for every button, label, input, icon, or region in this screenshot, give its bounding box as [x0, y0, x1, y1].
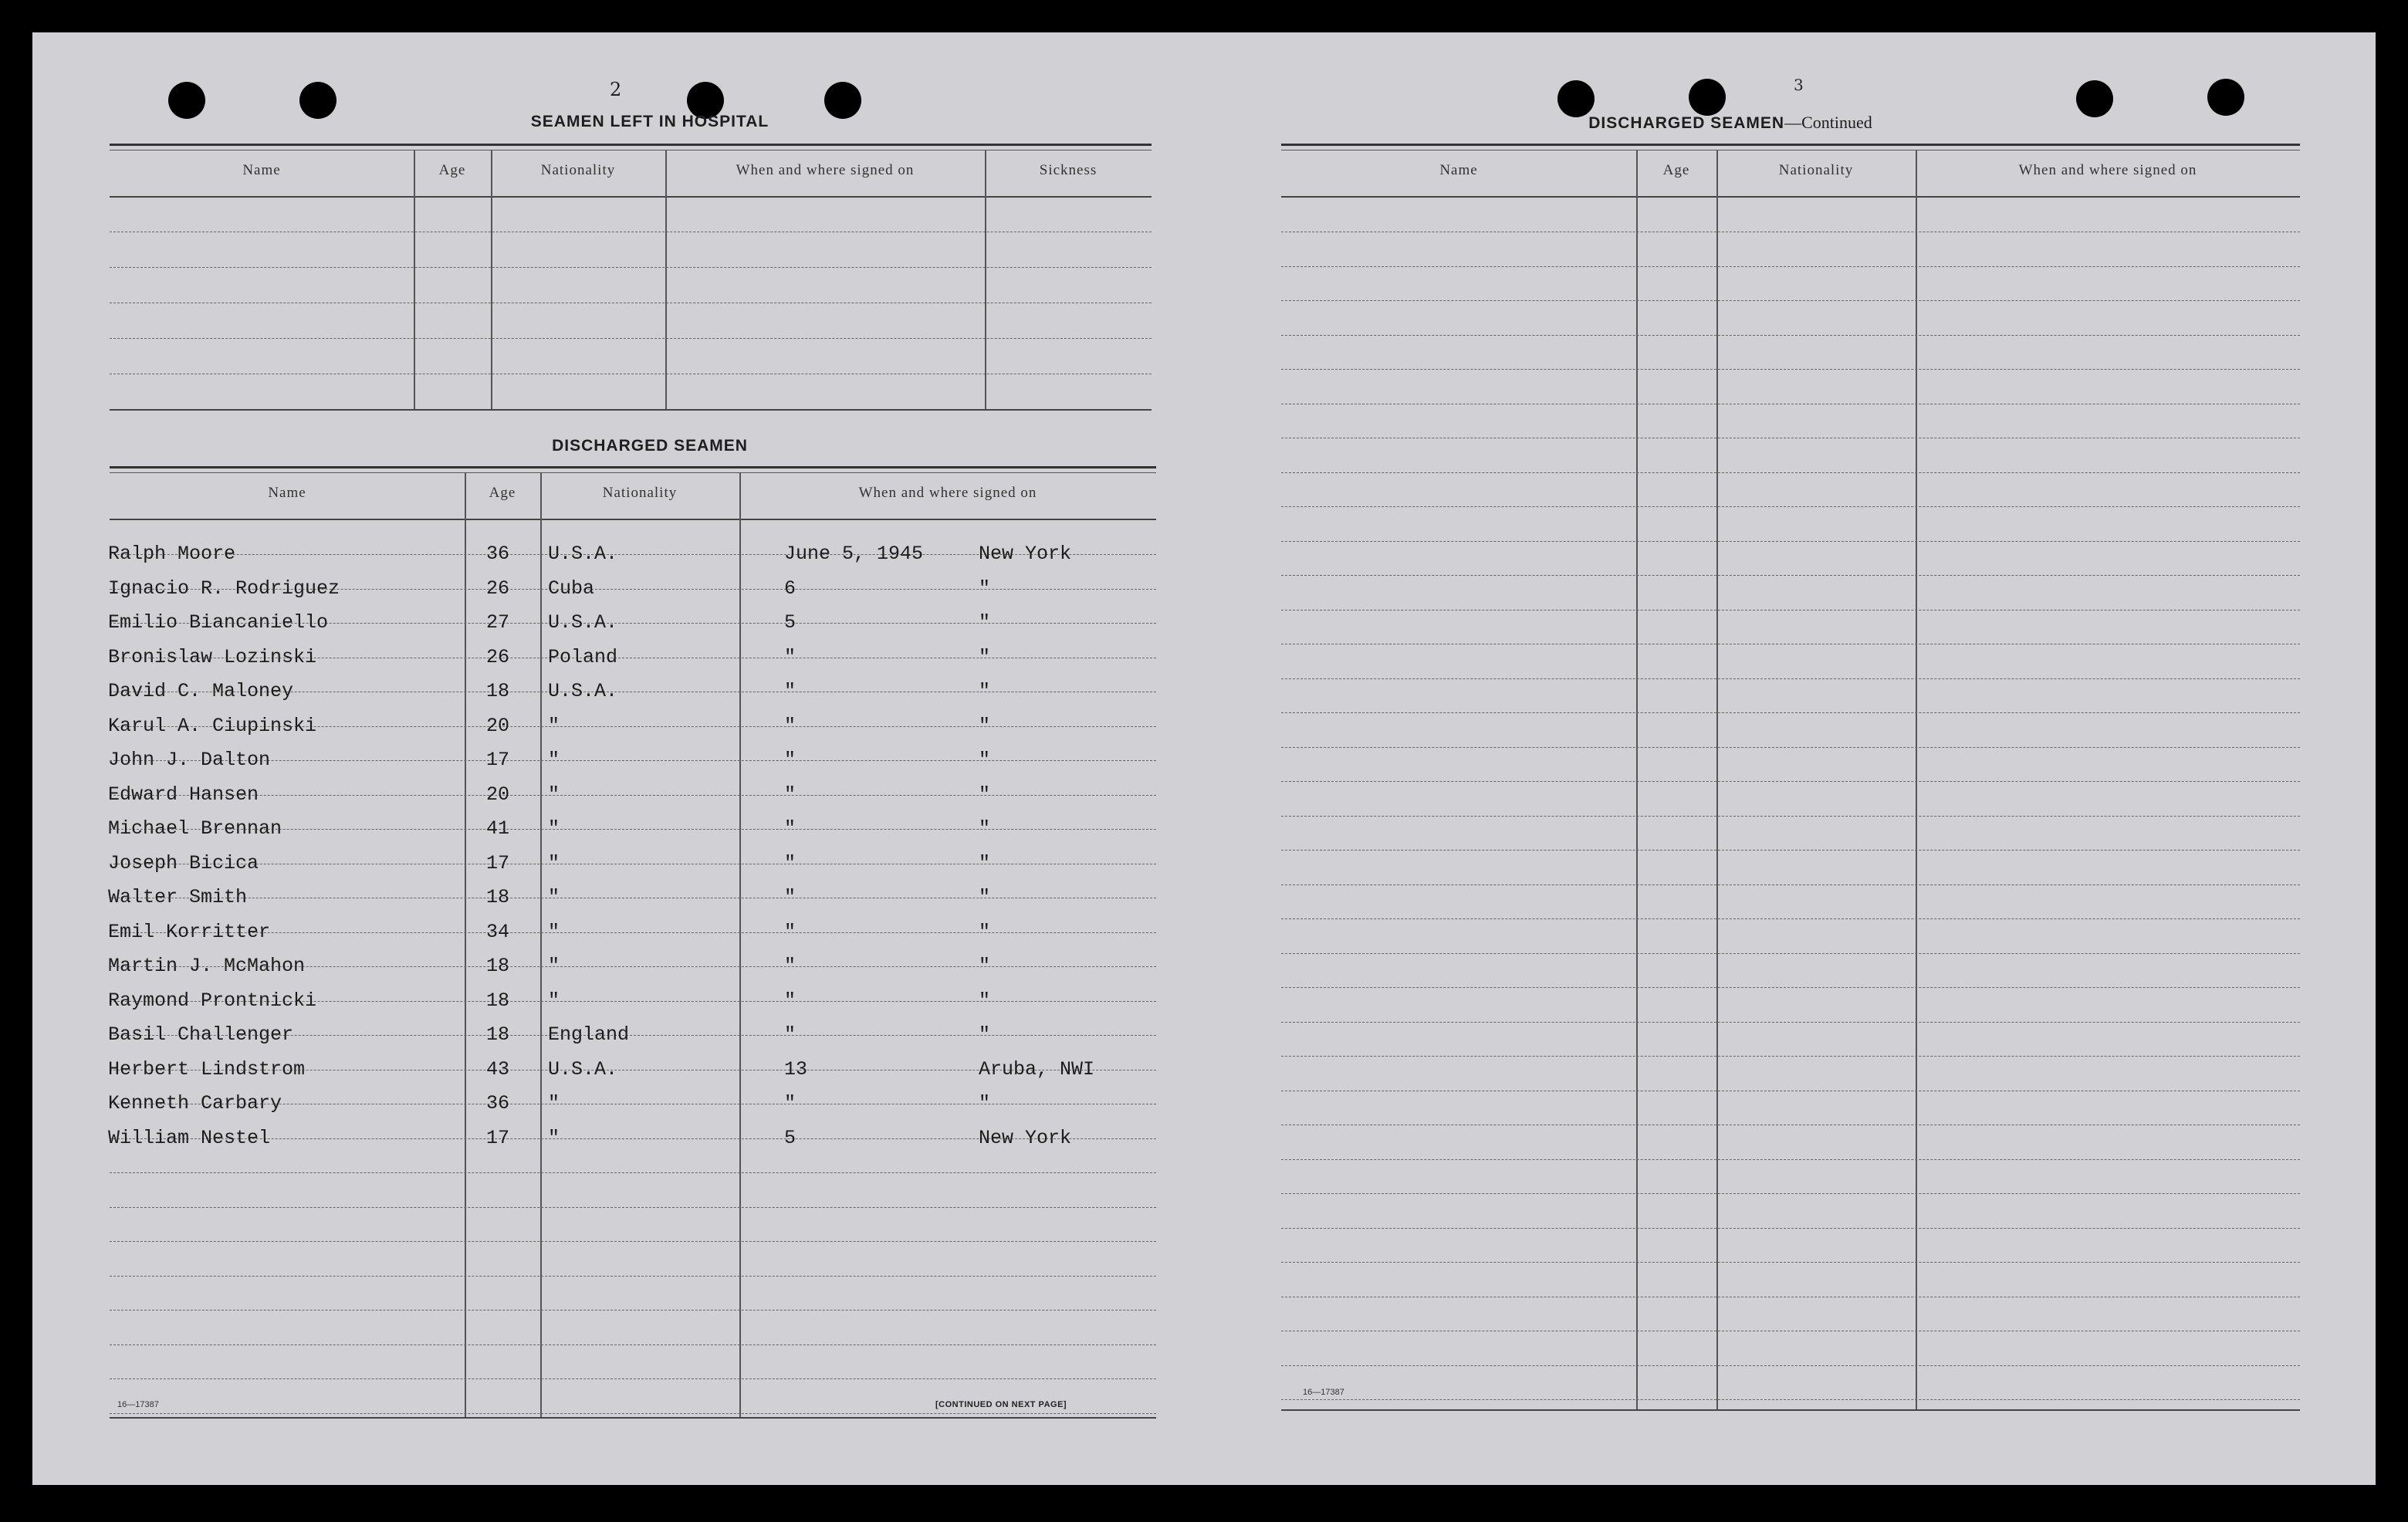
discharged-continued-title [1576, 113, 1885, 133]
row-nationality: " [548, 920, 560, 943]
row-rule [1281, 781, 2300, 782]
rule [1281, 150, 2300, 151]
form-number-left: 16—17387 [117, 1400, 159, 1409]
discharged-continued-title-main: DISCHARGED SEAMEN [1588, 114, 1785, 132]
binder-hole [1557, 80, 1595, 117]
row-rule [1281, 747, 2300, 748]
hospital-col-signed-on: When and where signed on [736, 162, 915, 178]
row-signed-on-date: " [784, 920, 796, 943]
row-signed-on-date: " [784, 886, 796, 908]
row-signed-on-place: Aruba, NWI [979, 1057, 1095, 1081]
row-rule [1281, 472, 2300, 473]
row-age: 36 [486, 1092, 510, 1114]
row-age: 18 [486, 955, 510, 977]
row-nationality: " [548, 886, 560, 908]
row-signed-on-date: " [784, 680, 796, 702]
discharged-col-nationality: Nationality [602, 485, 678, 501]
rule [110, 472, 1156, 473]
row-name: Emilio Biancaniello [108, 611, 329, 634]
row-nationality: U.S.A. [548, 1057, 618, 1081]
hospital-col-nationality: Nationality [540, 162, 616, 178]
row-signed-on-place: " [979, 955, 991, 977]
row-rule [1281, 1022, 2300, 1023]
row-signed-on-date: " [784, 1023, 796, 1046]
row-signed-on-place: " [979, 989, 991, 1012]
row-rule [1281, 712, 2300, 713]
row-name: William Nestel [108, 1126, 271, 1149]
row-rule [1281, 1159, 2300, 1160]
row-age: 17 [486, 749, 510, 771]
row-rule [110, 1172, 1156, 1173]
rule [110, 196, 1152, 198]
row-age: 41 [486, 817, 510, 840]
row-rule [110, 1310, 1156, 1311]
row-name: Joseph Bicica [108, 851, 259, 874]
continued-note: [CONTINUED ON NEXT PAGE] [935, 1400, 1067, 1409]
page-number-right: 3 [1794, 76, 1804, 94]
row-name: Raymond Prontnicki [108, 989, 317, 1012]
row-name: Karul A. Ciupinski [108, 714, 317, 737]
binder-hole [1689, 79, 1726, 116]
hospital-section-title: SEAMEN LEFT IN HOSPITAL [530, 113, 769, 130]
row-rule [1281, 300, 2300, 301]
row-name: Ignacio R. Rodriguez [108, 577, 340, 600]
continued-col-nationality: Nationality [1778, 162, 1854, 178]
binder-hole [168, 82, 205, 119]
row-rule [1281, 1193, 2300, 1194]
hospital-col-sickness: Sickness [1039, 162, 1097, 178]
row-name: Martin J. McMahon [108, 955, 306, 977]
row-signed-on-place: " [979, 645, 991, 668]
row-name: John J. Dalton [108, 749, 271, 771]
row-signed-on-date: " [784, 783, 796, 806]
row-age: 36 [486, 543, 510, 565]
row-signed-on-date: " [784, 714, 796, 737]
row-rule [1281, 369, 2300, 370]
row-rule [1281, 1399, 2300, 1400]
rule [1281, 196, 2300, 198]
rule [110, 1417, 1156, 1419]
row-age: 26 [486, 577, 510, 600]
row-nationality: " [548, 1092, 560, 1114]
row-name: Basil Challenger [108, 1023, 294, 1046]
continued-col-age: Age [1662, 162, 1690, 178]
row-signed-on-place: New York [979, 543, 1072, 565]
row-nationality: " [548, 817, 560, 840]
row-signed-on-date: " [784, 645, 796, 668]
row-age: 18 [486, 989, 510, 1012]
row-signed-on-date: June 5, 1945 [784, 543, 924, 565]
discharged-col-name: Name [268, 485, 306, 501]
row-signed-on-date: 13 [784, 1057, 808, 1081]
row-age: 43 [486, 1057, 510, 1081]
row-age: 20 [486, 714, 510, 737]
row-rule [1281, 953, 2300, 954]
row-signed-on-date: " [784, 851, 796, 874]
row-nationality: U.S.A. [548, 611, 618, 634]
row-age: 18 [486, 680, 510, 702]
col-rule [1636, 150, 1638, 1409]
rule [110, 466, 1156, 468]
row-nationality: " [548, 749, 560, 771]
row-signed-on-date: " [784, 817, 796, 840]
row-nationality: " [548, 851, 560, 874]
row-signed-on-date: " [784, 749, 796, 771]
row-signed-on-date: " [784, 1092, 796, 1114]
row-name: Edward Hansen [108, 783, 259, 806]
row-signed-on-place: " [979, 817, 991, 840]
col-rule [1916, 150, 1917, 1409]
row-name: Bronislaw Lozinski [108, 645, 317, 668]
page-number-left: 2 [610, 79, 622, 100]
row-rule [1281, 884, 2300, 885]
row-rule [1281, 1056, 2300, 1057]
row-rule [110, 1276, 1156, 1277]
row-rule [1281, 541, 2300, 542]
binder-hole [299, 82, 337, 119]
row-nationality: England [548, 1023, 630, 1046]
discharged-col-signed-on: When and where signed on [858, 485, 1037, 501]
row-signed-on-date: 5 [784, 1126, 796, 1149]
discharged-section-title: DISCHARGED SEAMEN [552, 437, 748, 455]
row-signed-on-place: " [979, 886, 991, 908]
row-rule [110, 1413, 1156, 1414]
row-rule [1281, 266, 2300, 267]
row-rule [1281, 850, 2300, 851]
row-rule [110, 795, 1156, 796]
row-age: 17 [486, 851, 510, 874]
row-signed-on-place: " [979, 920, 991, 943]
row-nationality: " [548, 955, 560, 977]
row-rule [1281, 575, 2300, 576]
row-signed-on-place: New York [979, 1126, 1072, 1149]
row-name: Kenneth Carbary [108, 1092, 282, 1114]
hospital-col-name: Name [242, 162, 281, 178]
col-rule [491, 150, 492, 411]
rule [1281, 1409, 2300, 1411]
row-nationality: U.S.A. [548, 680, 618, 702]
row-age: 34 [486, 920, 510, 943]
row-age: 18 [486, 1023, 510, 1046]
col-rule [414, 150, 415, 411]
row-signed-on-place: " [979, 1092, 991, 1114]
row-nationality: " [548, 989, 560, 1012]
discharged-col-age: Age [489, 485, 516, 501]
col-rule [1716, 150, 1718, 1409]
row-rule [1281, 335, 2300, 336]
row-signed-on-date: 5 [784, 611, 796, 634]
row-nationality: " [548, 1126, 560, 1149]
hospital-col-age: Age [438, 162, 466, 178]
row-rule [110, 1207, 1156, 1208]
row-signed-on-place: " [979, 783, 991, 806]
row-nationality: U.S.A. [548, 543, 618, 565]
rule [1281, 144, 2300, 146]
row-rule [1281, 987, 2300, 988]
row-age: 26 [486, 645, 510, 668]
rule [110, 519, 1156, 520]
row-rule [110, 267, 1152, 268]
row-signed-on-place: " [979, 680, 991, 702]
row-rule [1281, 1228, 2300, 1229]
row-rule [110, 1344, 1156, 1345]
row-rule [1281, 1262, 2300, 1263]
row-nationality: Cuba [548, 577, 595, 600]
row-nationality: " [548, 714, 560, 737]
rule [110, 409, 1152, 411]
row-signed-on-place: " [979, 611, 991, 634]
row-signed-on-date: 6 [784, 577, 796, 600]
row-name: David C. Maloney [108, 680, 294, 702]
row-name: Walter Smith [108, 886, 248, 908]
binder-hole [2207, 79, 2244, 116]
col-rule [985, 150, 986, 411]
row-age: 20 [486, 783, 510, 806]
row-age: 17 [486, 1126, 510, 1149]
row-signed-on-place: " [979, 577, 991, 600]
continued-col-name: Name [1439, 162, 1478, 178]
discharged-continued-title-suffix: —Continued [1784, 113, 1872, 132]
row-name: Ralph Moore [108, 543, 236, 565]
row-signed-on-place: " [979, 851, 991, 874]
row-signed-on-date: " [784, 955, 796, 977]
row-nationality: Poland [548, 645, 618, 668]
row-age: 27 [486, 611, 510, 634]
form-number-right: 16—17387 [1303, 1388, 1344, 1397]
row-name: Herbert Lindstrom [108, 1057, 306, 1081]
col-rule [665, 150, 667, 411]
row-name: Michael Brennan [108, 817, 282, 840]
row-rule [110, 1378, 1156, 1379]
row-rule [1281, 918, 2300, 919]
row-rule [1281, 506, 2300, 507]
row-signed-on-place: " [979, 714, 991, 737]
binder-hole [2076, 80, 2113, 117]
row-signed-on-place: " [979, 1023, 991, 1046]
document-sheet [32, 32, 2376, 1485]
rule [110, 150, 1152, 151]
row-rule [110, 338, 1152, 339]
row-nationality: " [548, 783, 560, 806]
row-signed-on-date: " [784, 989, 796, 1012]
row-rule [1281, 678, 2300, 679]
row-rule [1281, 1365, 2300, 1366]
rule [110, 144, 1152, 146]
row-age: 18 [486, 886, 510, 908]
row-rule [1281, 816, 2300, 817]
row-name: Emil Korritter [108, 920, 271, 943]
row-rule [110, 1241, 1156, 1242]
continued-col-signed-on: When and where signed on [2018, 162, 2197, 178]
row-signed-on-place: " [979, 749, 991, 771]
